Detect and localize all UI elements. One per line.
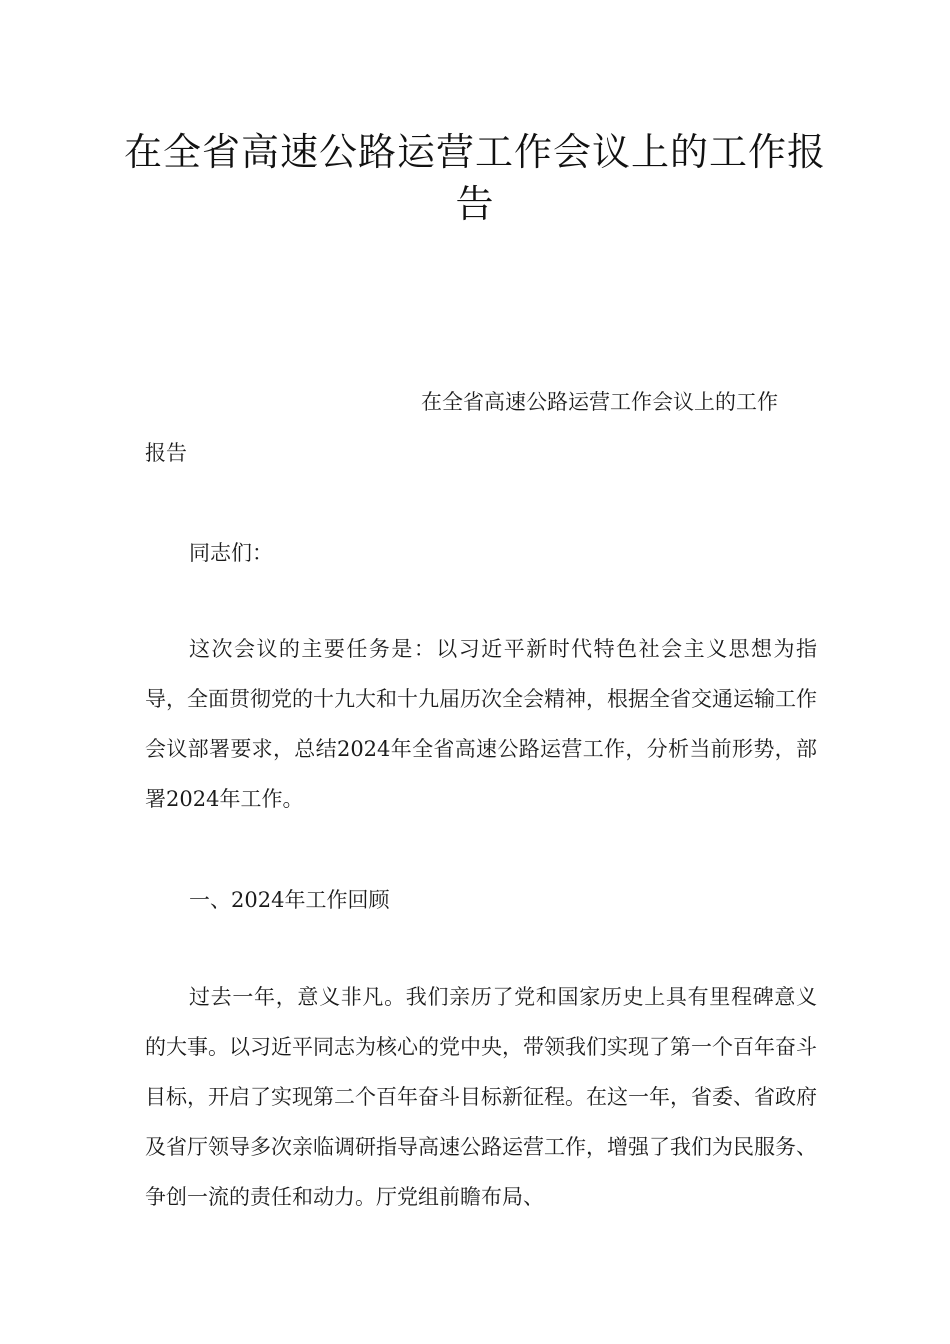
subtitle-line-2: 报告: [145, 441, 187, 465]
subtitle-line-1: 在全省高速公路运营工作会议上的工作: [421, 390, 778, 414]
paragraph-intro: 这次会议的主要任务是：以习近平新时代特色社会主义思想为指导，全面贯彻党的十九大和十九届历次全会精神，根据全省交通运输工作会议部署要求，总结2024年全省高速公路运营工作，分析当前形势，部署2024年工作。: [145, 637, 817, 811]
section-heading: 一、2024年工作回顾: [189, 888, 390, 912]
salutation: 同志们：: [189, 541, 273, 565]
paragraph-review: 过去一年，意义非凡。我们亲历了党和国家历史上具有里程碑意义的大事。以习近平同志为核心的党中央，带领我们实现了第一个百年奋斗目标，开启了实现第二个百年奋斗目标新征程。在这一年，省委、省政府及省厅领导多次亲临调研指导高速公路运营工作，增强了我们为民服务、争创一流的责任和动力。厅党组前瞻布局、: [145, 985, 817, 1209]
document-title: 在全省高速公路运营工作会议上的工作报告: [123, 130, 826, 226]
